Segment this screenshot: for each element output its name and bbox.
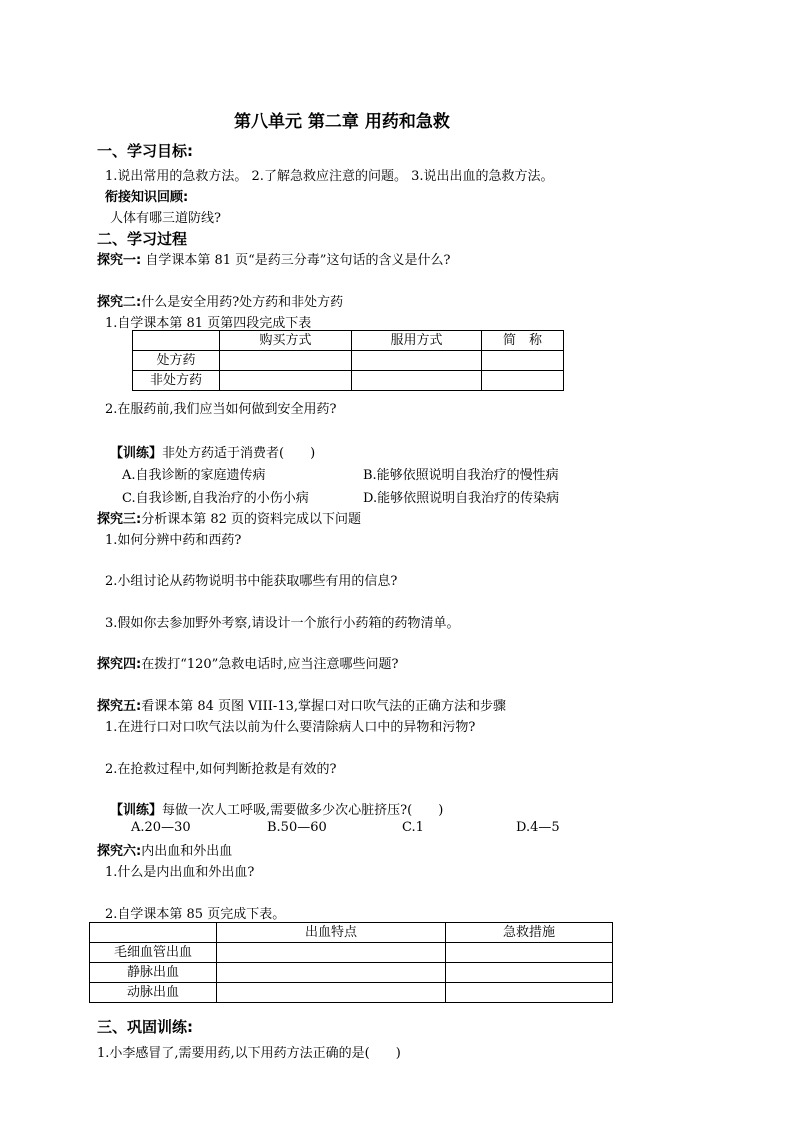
table-row bbox=[133, 371, 564, 391]
table-row bbox=[90, 963, 613, 983]
explore-4 bbox=[97, 653, 398, 672]
review-question: 人体有哪三道防线? bbox=[110, 211, 221, 226]
explore-6 bbox=[97, 840, 232, 859]
explore-2-q1: 1.自学课本第 81 页第四段完成下表 bbox=[105, 316, 312, 331]
explore-2-text: 什么是安全用药?处方药和非处方药 bbox=[141, 295, 344, 310]
table-cell[interactable] bbox=[446, 963, 613, 983]
training-1-label: 【训练】 bbox=[110, 446, 163, 461]
explore-5-q2: 2.在抢救过程中,如何判断抢救是有效的? bbox=[105, 762, 337, 777]
table-header-row bbox=[90, 923, 613, 943]
explore-3 bbox=[97, 508, 361, 527]
table-cell[interactable] bbox=[446, 983, 613, 1003]
explore-5-q1: 1.在进行口对口吹气法以前为什么要清除病人口中的异物和污物? bbox=[105, 720, 476, 735]
table-row-label: 动脉出血 bbox=[90, 983, 217, 1003]
table-header: 出血特点 bbox=[217, 923, 446, 943]
table-header: 服用方式 bbox=[352, 331, 482, 351]
option-a[interactable]: A.20—30 bbox=[131, 820, 191, 835]
explore-1 bbox=[97, 249, 450, 268]
table-header: 简 称 bbox=[482, 331, 564, 351]
table-row-label: 非处方药 bbox=[133, 371, 220, 391]
table-row-label: 毛细血管出血 bbox=[90, 943, 217, 963]
table-cell[interactable] bbox=[220, 351, 352, 371]
option-b[interactable]: B.能够依照说明自我治疗的慢性病 bbox=[363, 468, 559, 483]
explore-1-label: 探究一: bbox=[97, 253, 142, 268]
explore-3-q3: 3.假如你去参加野外考察,请设计一个旅行小药箱的药物清单。 bbox=[105, 616, 460, 631]
table-cell[interactable] bbox=[352, 371, 482, 391]
table-row bbox=[90, 943, 613, 963]
option-c[interactable]: C.1 bbox=[402, 820, 424, 835]
section-heading-process: 二、学习过程 bbox=[97, 230, 188, 248]
option-d[interactable]: D.能够依照说明自我治疗的传染病 bbox=[363, 491, 560, 506]
table-cell[interactable] bbox=[217, 943, 446, 963]
page-title: 第八单元 第二章 用药和急救 bbox=[234, 112, 450, 132]
explore-6-label: 探究六: bbox=[97, 844, 142, 859]
table-header-row bbox=[133, 331, 564, 351]
table-cell[interactable] bbox=[217, 963, 446, 983]
explore-6-text: 内出血和外出血 bbox=[141, 844, 233, 859]
training-2-question: 每做一次人工呼吸,需要做多少次心脏挤压?( ) bbox=[162, 803, 444, 818]
explore-4-label: 探究四: bbox=[97, 657, 142, 672]
explore-6-q2: 2.自学课本第 85 页完成下表。 bbox=[105, 907, 286, 922]
explore-3-label: 探究三: bbox=[97, 512, 142, 527]
table-cell[interactable] bbox=[352, 351, 482, 371]
explore-5-text: 看课本第 84 页图 VIII-13,掌握口对口吹气法的正确方法和步骤 bbox=[141, 699, 507, 714]
explore-4-text: 在拨打“120”急救电话时,应当注意哪些问题? bbox=[141, 657, 399, 672]
table-cell[interactable] bbox=[446, 943, 613, 963]
bleeding-table bbox=[89, 922, 613, 1003]
option-c[interactable]: C.自我诊断,自我治疗的小伤小病 bbox=[122, 491, 309, 506]
explore-2-q2: 2.在服药前,我们应当如何做到安全用药? bbox=[105, 402, 337, 417]
table-cell[interactable] bbox=[482, 371, 564, 391]
training-2 bbox=[110, 799, 443, 818]
explore-3-q1: 1.如何分辨中药和西药? bbox=[105, 533, 242, 548]
practice-q1: 1.小李感冒了,需要用药,以下用药方法正确的是( ) bbox=[97, 1046, 401, 1061]
training-1-question: 非处方药适于消费者( ) bbox=[162, 446, 316, 461]
option-d[interactable]: D.4—5 bbox=[516, 820, 560, 835]
option-a[interactable]: A.自我诊断的家庭遗传病 bbox=[122, 468, 266, 483]
option-b[interactable]: B.50—60 bbox=[267, 820, 327, 835]
section-heading-goals: 一、学习目标: bbox=[97, 142, 193, 160]
training-1 bbox=[110, 442, 315, 461]
explore-3-q2: 2.小组讨论从药物说明书中能获取哪些有用的信息? bbox=[105, 574, 398, 589]
table-row bbox=[90, 983, 613, 1003]
table-cell[interactable] bbox=[220, 371, 352, 391]
medicine-table bbox=[132, 330, 564, 391]
table-header: 购买方式 bbox=[220, 331, 352, 351]
table-header: 急救措施 bbox=[446, 923, 613, 943]
review-label: 衔接知识回顾: bbox=[105, 190, 189, 205]
table-cell[interactable] bbox=[217, 983, 446, 1003]
explore-5-label: 探究五: bbox=[97, 699, 142, 714]
explore-3-text: 分析课本第 82 页的资料完成以下问题 bbox=[141, 512, 362, 527]
table-header bbox=[133, 331, 220, 351]
table-cell[interactable] bbox=[482, 351, 564, 371]
training-2-label: 【训练】 bbox=[110, 803, 163, 818]
learning-goals: 1.说出常用的急救方法。 2.了解急救应注意的问题。 3.说出出血的急救方法。 bbox=[105, 169, 554, 184]
section-heading-practice: 三、巩固训练: bbox=[97, 1018, 193, 1036]
table-row bbox=[133, 351, 564, 371]
explore-6-q1: 1.什么是内出血和外出血? bbox=[105, 865, 255, 880]
explore-5 bbox=[97, 695, 506, 714]
explore-2 bbox=[97, 291, 343, 310]
explore-2-label: 探究二: bbox=[97, 295, 142, 310]
table-header bbox=[90, 923, 217, 943]
table-row-label: 处方药 bbox=[133, 351, 220, 371]
table-row-label: 静脉出血 bbox=[90, 963, 217, 983]
explore-1-text: 自学课本第 81 页“是药三分毒”这句话的含义是什么? bbox=[145, 253, 451, 268]
